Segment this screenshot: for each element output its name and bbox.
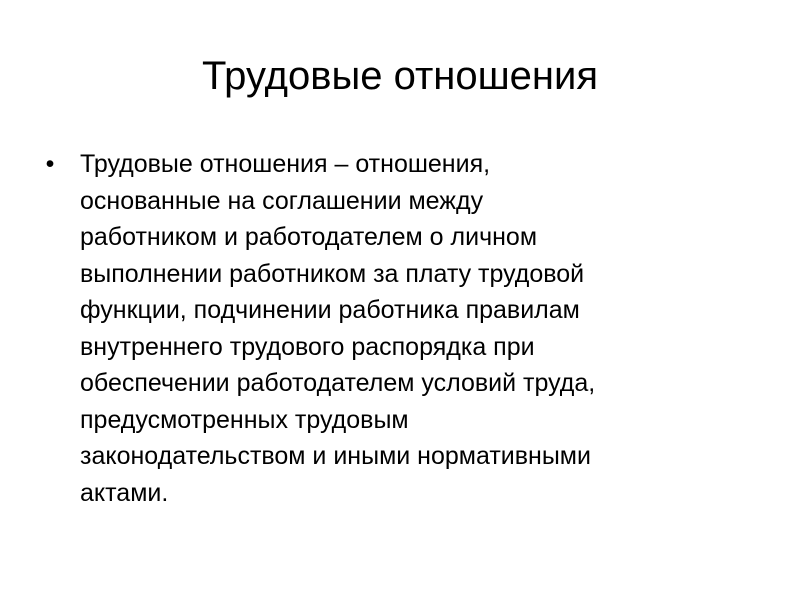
bullet-text-line: предусмотренных трудовым: [80, 405, 409, 434]
bullet-text-line: выполнении работником за плату трудовой: [80, 259, 585, 288]
bullet-text-line: Трудовые отношения – отношения,: [80, 150, 491, 178]
bullet-item: [40, 146, 740, 511]
bullet-list: [40, 146, 740, 511]
bullet-text-line: законодательством и иными нормативными: [80, 442, 591, 470]
bullet-text-line: обеспечении работодателем условий труда,: [80, 369, 596, 397]
bullet-text-line: основанные на соглашении между: [80, 186, 484, 215]
bullet-text-line: внутреннего трудового распорядка при: [80, 332, 535, 361]
slide-title: Трудовые отношения: [201, 54, 599, 98]
bullet-dot-icon: •: [45, 150, 55, 178]
bullet-text-line: работником и работодателем о личном: [80, 223, 538, 251]
bullet-text-line: функции, подчинении работника правилам: [80, 296, 580, 324]
bullet-text-line: актами.: [80, 478, 169, 507]
